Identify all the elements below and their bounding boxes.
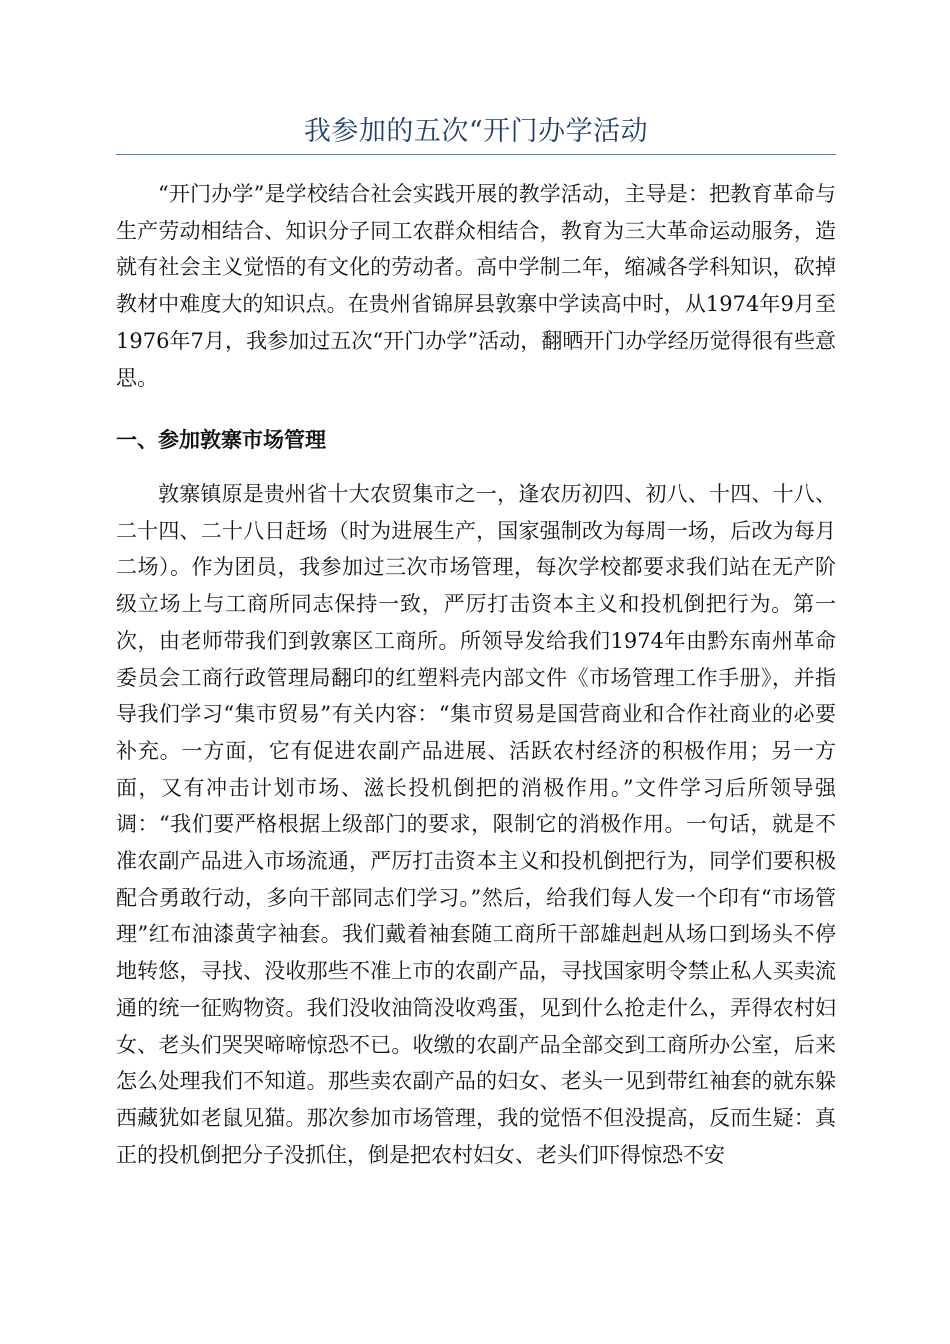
title-underline: [116, 154, 836, 155]
section-heading-market: 一、参加敦寨市场管理: [116, 428, 326, 452]
market-paragraph: 敦寨镇原是贵州省十大农贸集市之一，逢农历初四、初八、十四、十八、二十四、二十八日赶场（时为进展生产，国家强制改为每周一场，后改为每月二场）。作为团员，我参加过三次市场管理，每次学校都要求我们站在无产阶级立场上与工商所同志保持一致，严厉打击资本主义和投机倒把行为。第一次，由老师带我们到敦寨区工商所。所领导发给我们1974年由黔东南州革命委员会工商行政管理局翻印的红塑料壳内部文件《市场管理工作手册》，并指导我们学习“集市贸易”有关内容：“集市贸易是国营商业和合作社商业的必要补充。一方面，它有促进农副产品进展、活跃农村经济的积极作用；另一方面，又有冲击计划市场、滋长投机倒把的消极作用。”文件学习后所领导强调：“我们要严格根据上级部门的要求，限制它的消极作用。一句话，就是不准农副产品进入市场流通，严厉打击资本主义和投机倒把行为，同学们要积极配合勇敢行动，多向干部同志们学习。”然后，给我们每人发一个印有“市场管理”红布油漆黄字袖套。我们戴着袖套随工商所干部雄赳赳从场口到场头不停地转悠，寻找、没收那些不准上市的农副产品，寻找国家明令禁止私人买卖流通的统一征购物资。我们没收油筒没收鸡蛋，见到什么抢走什么，弄得农村妇女、老头们哭哭啼啼惊恐不已。收缴的农副产品全部交到工商所办公室，后来怎么处理我们不知道。那些卖农副产品的妇女、老头一见到带红袖套的就东躲西藏犹如老鼠见猫。那次参加市场管理，我的觉悟不但没提高，反而生疑：真正的投机倒把分子没抓住，倒是把农村妇女、老头们吓得惊恐不安: [116, 482, 836, 1167]
intro-paragraph: “开门办学”是学校结合社会实践开展的教学活动，主导是：把教育革命与生产劳动相结合、知识分子同工农群众相结合，教育为三大革命运动服务，造就有社会主义觉悟的有文化的劳动者。高中学制二年，缩减各学科知识，砍掉教材中难度大的知识点。在贵州省锦屏县敦寨中学读高中时，从1974年9月至1976年7月，我参加过五次“开门办学”活动，翻晒开门办学经历觉得很有些意思。: [116, 182, 836, 390]
document-title: 我参加的五次“开门办学活动: [303, 116, 649, 147]
